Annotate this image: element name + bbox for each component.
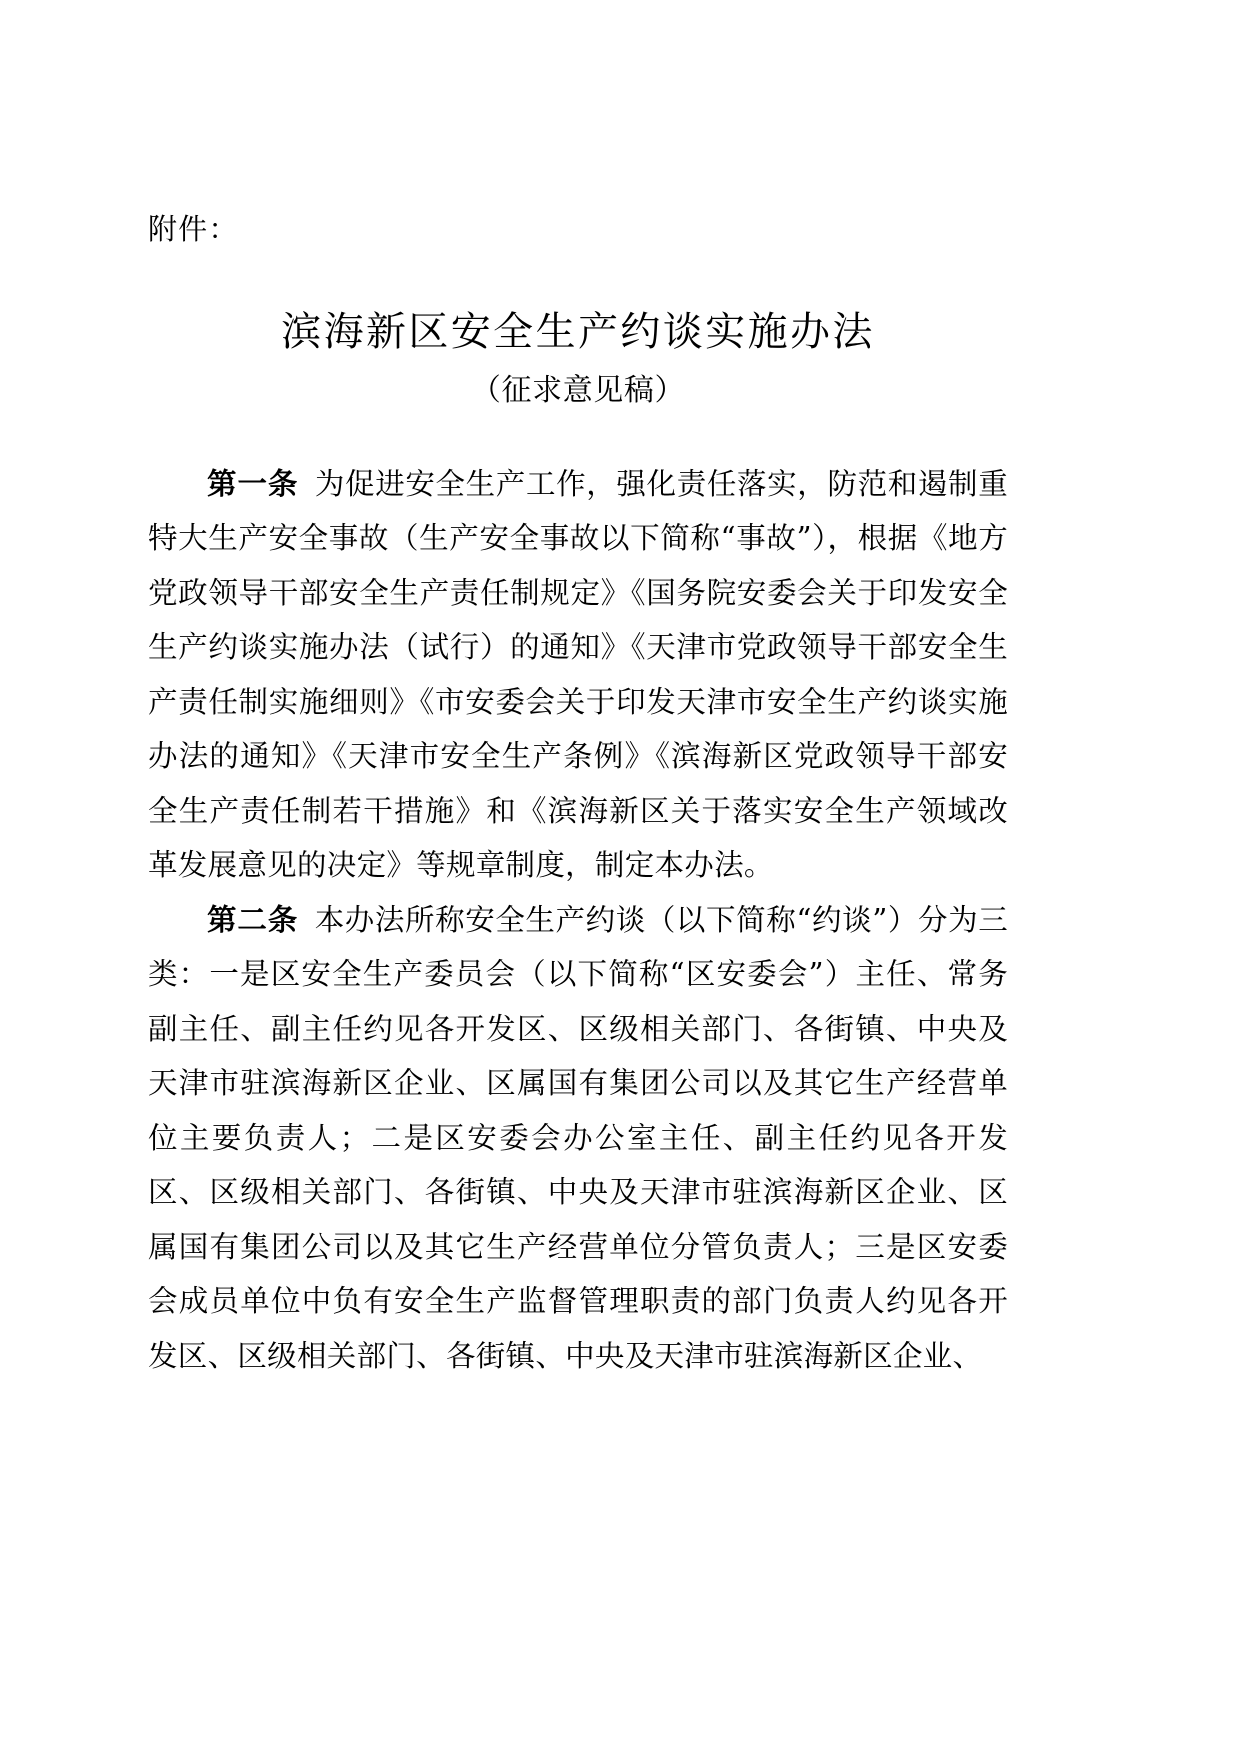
- article-paragraph: [148, 457, 1008, 893]
- attachment-label: 附件：: [148, 212, 239, 246]
- article-paragraph: [148, 893, 1008, 1384]
- document-body: [148, 457, 1008, 1384]
- article-number: 第二条: [207, 901, 299, 937]
- article-text: 为促进安全生产工作，强化责任落实，防范和遏制重特大生产安全事故（生产安全事故以下简称“事故”），根据《地方党政领导干部安全生产责任制规定》《国务院安委会关于印发安全生产约谈实施办法（试行）的通知》《天津市党政领导干部安全生产责任制实施细则》《市安委会关于印发天津市安全生产约谈实施办法的通知》《天津市安全生产条例》《滨海新区党政领导干部安全生产责任制若干措施》和《滨海新区关于落实安全生产领域改革发展意见的决定》等规章制度，制定本办法。: [148, 466, 1008, 883]
- document-subtitle: （征求意见稿）: [470, 372, 686, 408]
- page-title: 滨海新区安全生产约谈实施办法: [281, 308, 875, 355]
- article-text: 本办法所称安全生产约谈（以下简称“约谈”）分为三类：一是区安全生产委员会（以下简称“区安委会”）主任、常务副主任、副主任约见各开发区、区级相关部门、各街镇、中央及天津市驻滨海新区企业、区属国有集团公司以及其它生产经营单位主要负责人；二是区安委会办公室主任、副主任约见各开发区、区级相关部门、各街镇、中央及天津市驻滨海新区企业、区属国有集团公司以及其它生产经营单位分管负责人；三是区安委会成员单位中负有安全生产监督管理职责的部门负责人约见各开发区、区级相关部门、各街镇、中央及天津市驻滨海新区企业、: [148, 902, 1008, 1373]
- page-content: [148, 0, 1008, 1383]
- article-number: 第一条: [207, 465, 299, 501]
